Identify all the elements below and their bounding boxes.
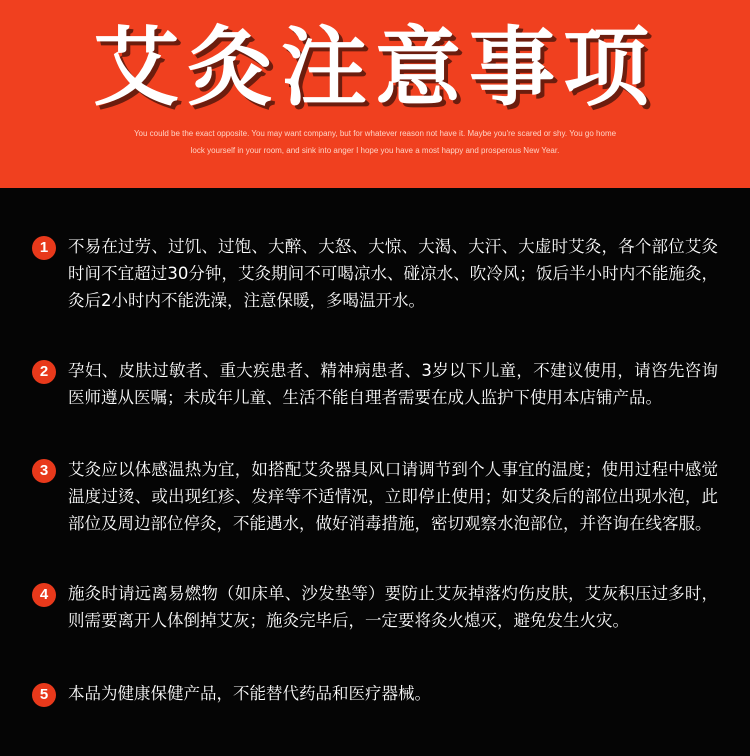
- number-badge: 2: [32, 360, 56, 384]
- number-badge: 1: [32, 236, 56, 260]
- header-banner: [0, 0, 750, 188]
- number-badge: 4: [32, 583, 56, 607]
- subtitle-line-2: lock yourself in your room, and sink into anger I hope you have a most happy and prosperous New Year.: [190, 146, 560, 155]
- number-badge: 5: [32, 683, 56, 707]
- notice-text: 本品为健康保健产品，不能替代药品和医疗器械。: [68, 684, 431, 703]
- number-badge: 3: [32, 459, 56, 483]
- notice-text: 孕妇、皮肤过敏者、重大疾患者、精神病患者、3岁以下儿童，不建议使用，请咨先咨询医师遵从医嘱；未成年儿童、生活不能自理者需要在成人监护下使用本店铺产品。: [68, 361, 718, 407]
- subtitle-line-1: You could be the exact opposite. You may want company, but for whatever reason not have it. Maybe you're scared or shy. You go home: [133, 129, 617, 138]
- page-title: 艾灸注意事项: [93, 18, 657, 118]
- notice-text: 不易在过劳、过饥、过饱、大醉、大怒、大惊、大渴、大汗、大虚时艾灸，各个部位艾灸时间不宜超过30分钟，艾灸期间不可喝凉水、碰凉水、吹冷风；饭后半小时内不能施灸，灸后2小时内不能洗澡，注意保暖，多喝温开水。: [68, 237, 718, 310]
- notice-text: 施灸时请远离易燃物（如床单、沙发垫等）要防止艾灰掉落灼伤皮肤，艾灰积压过多时，则需要离开人体倒掉艾灰；施灸完毕后，一定要将灸火熄灭，避免发生火灾。: [68, 584, 718, 630]
- notice-text: 艾灸应以体感温热为宜，如搭配艾灸器具风口请调节到个人事宜的温度；使用过程中感觉温度过烫、或出现红疹、发痒等不适情况，立即停止使用；如艾灸后的部位出现水泡，此部位及周边部位停灸，不能遇水，做好消毒措施，密切观察水泡部位，并咨询在线客服。: [68, 460, 718, 533]
